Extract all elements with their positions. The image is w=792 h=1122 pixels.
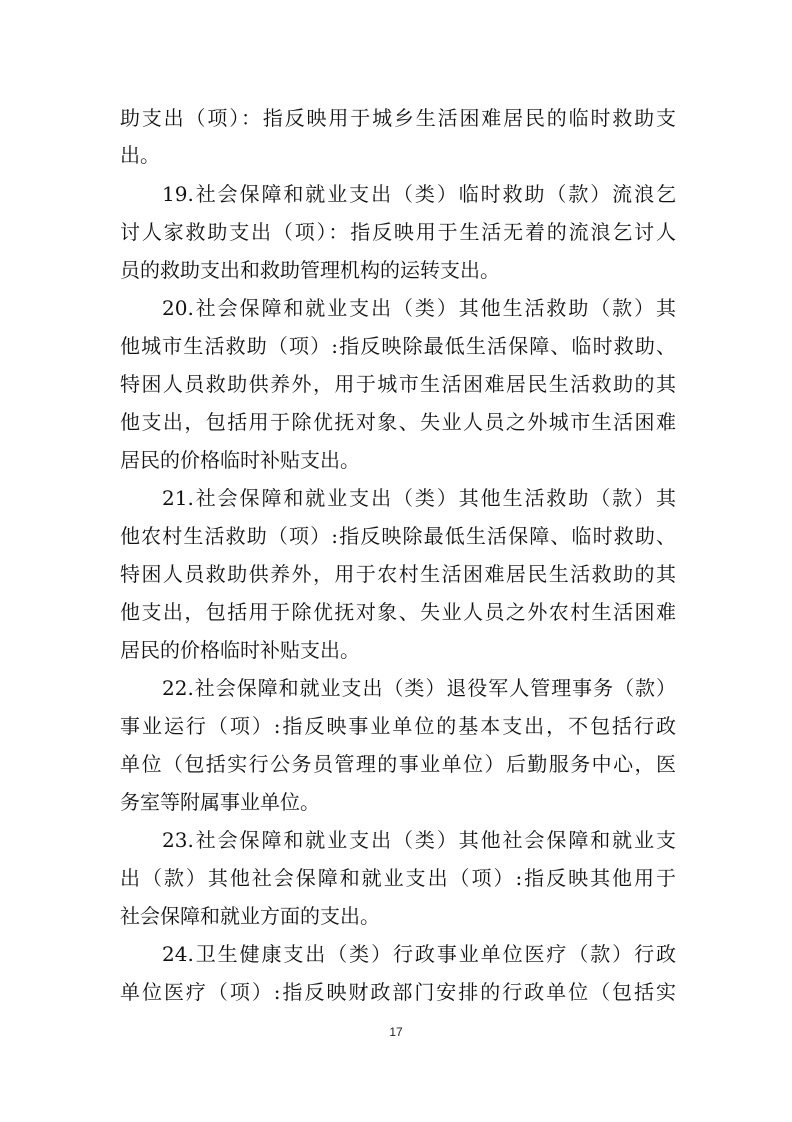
text-line: 社会保障和就业方面的支出。 <box>120 904 380 928</box>
text-line: 助支出（项）：指反映用于城乡生活困难居民的临时救助支 <box>120 106 676 130</box>
paragraph-23-start: 23.社会保障和就业支出（类）其他社会保障和就业支 <box>162 828 676 852</box>
page-number: 17 <box>389 1025 403 1039</box>
text-line: 他支出，包括用于除优抚对象、失业人员之外城市生活困难 <box>120 410 676 434</box>
text-line: 单位（包括实行公务员管理的事业单位）后勤服务中心，医 <box>120 752 676 776</box>
text-line: 员的救助支出和救助管理机构的运转支出。 <box>120 258 500 282</box>
text-line: 居民的价格临时补贴支出。 <box>120 448 360 472</box>
text-line: 出。 <box>120 143 160 167</box>
text-line: 特困人员救助供养外，用于城市生活困难居民生活救助的其 <box>120 372 676 396</box>
text-line: 讨人家救助支出（项）：指反映用于生活无着的流浪乞讨人 <box>120 220 676 244</box>
text-line: 他农村生活救助（项）:指反映除最低生活保障、临时救助、 <box>120 524 676 548</box>
paragraph-22-start: 22.社会保障和就业支出（类）退役军人管理事务（款） <box>162 676 676 700</box>
text-line: 务室等附属事业单位。 <box>120 790 320 814</box>
paragraph-19-start: 19.社会保障和就业支出（类）临时救助（款）流浪乞 <box>162 182 676 206</box>
paragraph-20-start: 20.社会保障和就业支出（类）其他生活救助（款）其 <box>162 296 676 320</box>
text-line: 他城市生活救助（项）:指反映除最低生活保障、临时救助、 <box>120 334 676 358</box>
paragraph-21-start: 21.社会保障和就业支出（类）其他生活救助（款）其 <box>162 486 676 510</box>
text-line: 居民的价格临时补贴支出。 <box>120 638 360 662</box>
paragraph-24-start: 24.卫生健康支出（类）行政事业单位医疗（款）行政 <box>162 942 676 966</box>
text-line: 特困人员救助供养外，用于农村生活困难居民生活救助的其 <box>120 562 676 586</box>
text-line: 单位医疗（项）:指反映财政部门安排的行政单位（包括实 <box>120 980 676 1004</box>
text-line: 事业运行（项）:指反映事业单位的基本支出，不包括行政 <box>120 714 676 738</box>
text-line: 他支出，包括用于除优抚对象、失业人员之外农村生活困难 <box>120 600 676 624</box>
text-line: 出（款）其他社会保障和就业支出（项）:指反映其他用于 <box>120 866 676 890</box>
